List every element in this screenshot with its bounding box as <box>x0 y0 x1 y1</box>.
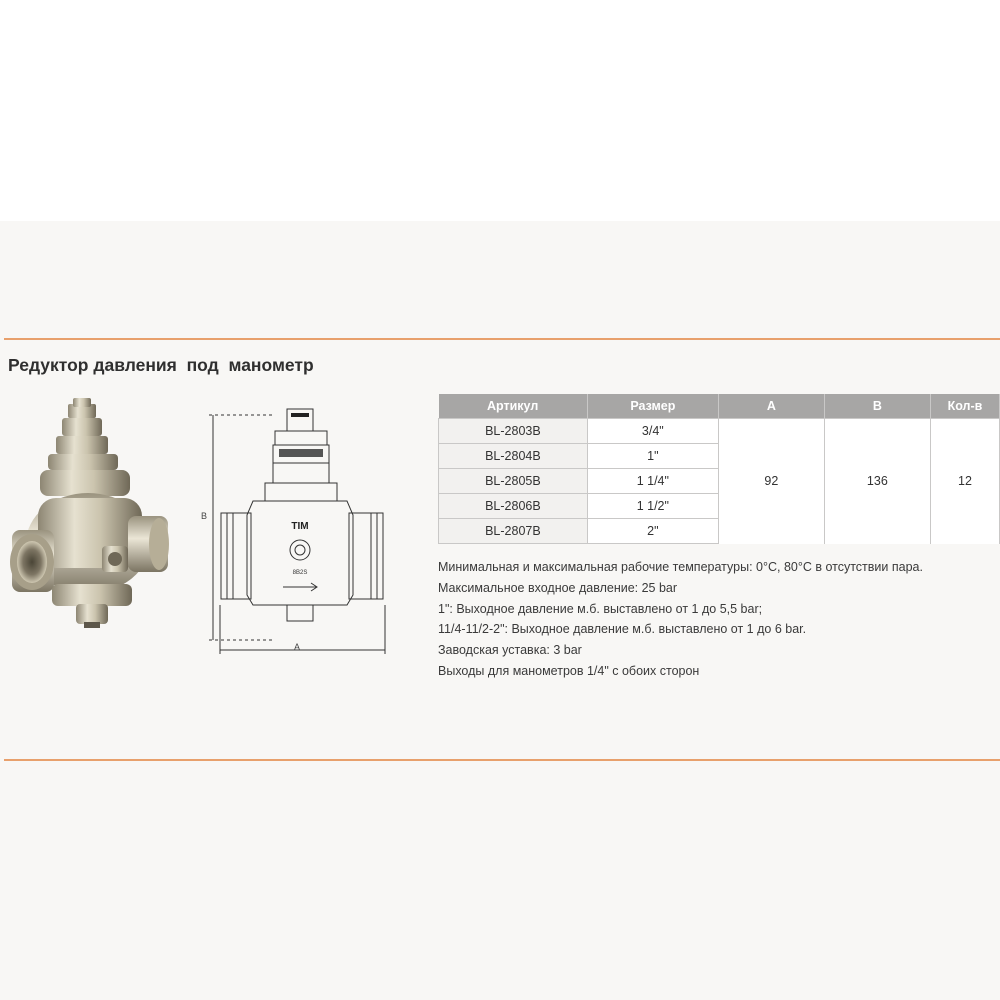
dimension-b-label: B <box>201 511 208 521</box>
header-article: Артикул <box>439 394 588 419</box>
spec-table <box>438 394 1000 544</box>
note-max-inlet-pressure: Максимальное входное давление: 25 bar <box>438 580 678 595</box>
drawing-body-mark: TIM <box>291 521 309 532</box>
dimension-drawing <box>195 405 405 655</box>
note-factory-setting: Заводская уставка: 3 bar <box>438 643 582 658</box>
table-row <box>439 419 1000 444</box>
cell-size: 2" <box>587 519 718 544</box>
top-divider <box>4 338 1000 340</box>
dimension-a-label: A <box>294 642 301 652</box>
page-title: Редуктор давления под манометр <box>8 355 314 375</box>
header-qty: Кол-в <box>930 394 999 419</box>
note-outlet-pressure-1: 1": Выходное давление м.б. выставлено от 1 до 5,5 bar; <box>438 601 763 616</box>
cell-b-value: 136 <box>824 419 930 544</box>
cell-size: 3/4" <box>587 419 718 444</box>
table-header-row <box>439 394 1000 419</box>
cell-article: BL-2807B <box>439 519 588 544</box>
note-outlet-pressure-large: 11/4-11/2-2": Выходное давление м.б. выставлено от 1 до 6 bar. <box>438 622 807 637</box>
bottom-divider <box>4 759 1000 761</box>
header-a: A <box>718 394 824 419</box>
cell-qty-value: 12 <box>930 419 999 544</box>
note-gauge-outlets: Выходы для манометров 1/4" с обоих сторон <box>438 663 700 678</box>
cell-article: BL-2803B <box>439 419 588 444</box>
cell-size: 1 1/2" <box>587 494 718 519</box>
header-size: Размер <box>587 394 718 419</box>
header-b: B <box>824 394 930 419</box>
cell-article: BL-2805B <box>439 469 588 494</box>
cell-article: BL-2804B <box>439 444 588 469</box>
product-photo <box>6 398 176 638</box>
spec-notes <box>438 557 923 682</box>
note-temperature: Минимальная и максимальная рабочие температуры: 0°C, 80°C в отсутствии пара. <box>438 560 923 574</box>
cell-article: BL-2806B <box>439 494 588 519</box>
svg-text:8B2S: 8B2S <box>292 570 308 576</box>
cell-size: 1 1/4" <box>587 469 718 494</box>
cell-size: 1" <box>587 444 718 469</box>
cell-a-value: 92 <box>718 419 824 544</box>
